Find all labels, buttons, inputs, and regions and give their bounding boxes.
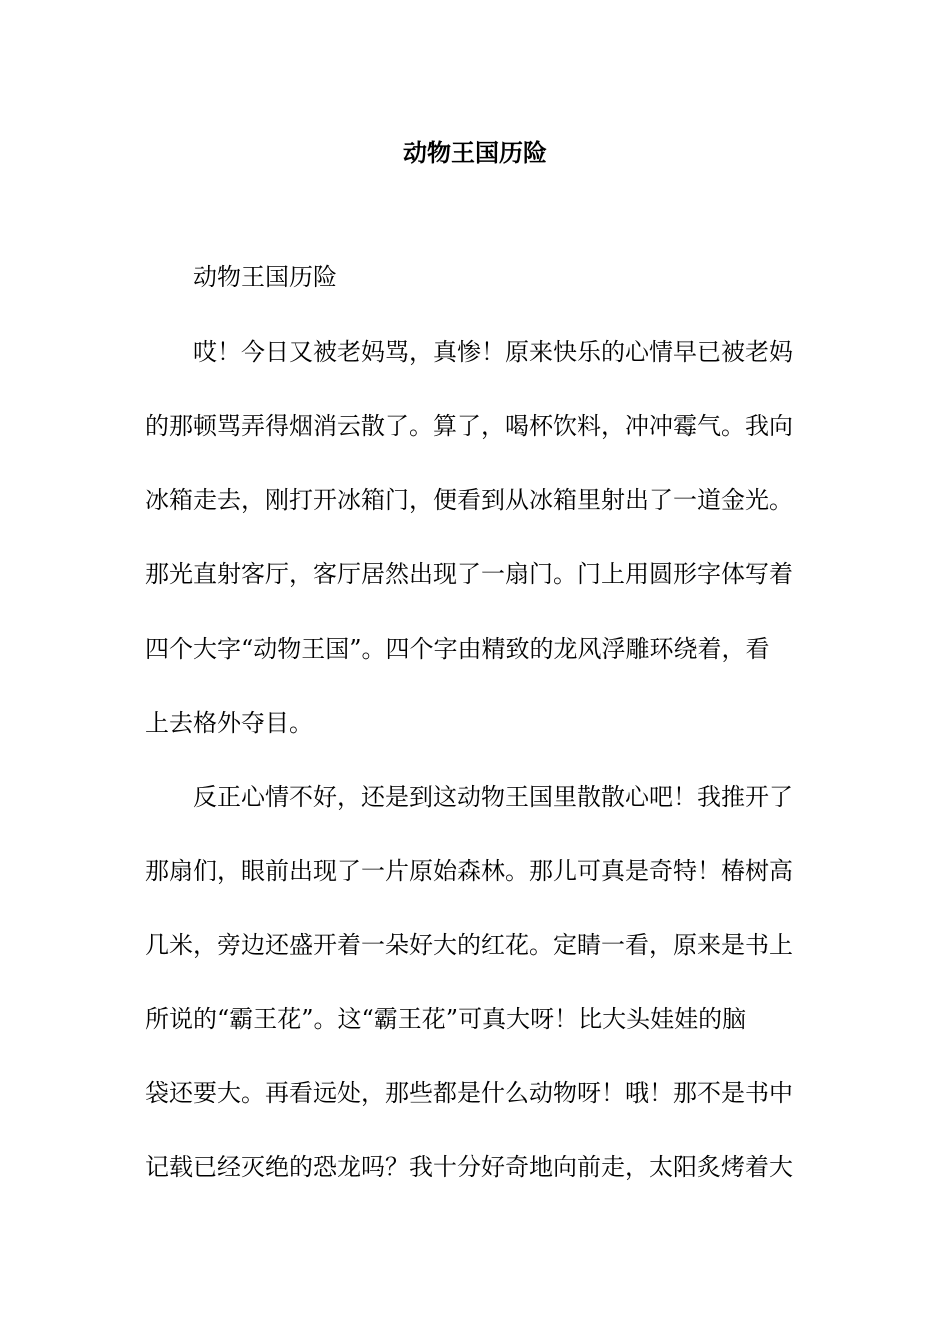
paragraph-line: 上去格外夺目。 — [145, 709, 313, 737]
paragraph-line: 记载已经灭绝的恐龙吗？我十分好奇地向前走，太阳炙烤着大 — [145, 1153, 793, 1181]
paragraph-line: 袋还要大。再看远处，那些都是什么动物呀！哦！那不是书中 — [145, 1079, 793, 1107]
paragraph-line: 那光直射客厅，客厅居然出现了一扇门。门上用圆形字体写着 — [145, 560, 793, 588]
subtitle-line: 动物王国历险 — [193, 263, 337, 291]
paragraph-line: 反正心情不好，还是到这动物王国里散散心吧！我推开了 — [193, 783, 793, 811]
paragraph-line: 哎！今日又被老妈骂，真惨！原来快乐的心情早已被老妈 — [193, 338, 793, 366]
paragraph-line: 冰箱走去，刚打开冰箱门，便看到从冰箱里射出了一道金光。 — [145, 486, 793, 514]
paragraph-line: 的那顿骂弄得烟消云散了。算了，喝杯饮料，冲冲霉气。我向 — [145, 412, 793, 440]
paragraph-line: 几米，旁边还盛开着一朵好大的红花。定睛一看，原来是书上 — [145, 931, 793, 959]
paragraph-line: 四个大字“动物王国”。四个字由精致的龙风浮雕环绕着，看 — [145, 635, 770, 663]
document-title: 动物王国历险 — [403, 138, 547, 167]
paragraph-line: 那扇们，眼前出现了一片原始森林。那儿可真是奇特！椿树高 — [145, 857, 793, 885]
paragraph-line: 所说的“霸王花”。这“霸王花”可真大呀！比大头娃娃的脑 — [145, 1005, 747, 1033]
